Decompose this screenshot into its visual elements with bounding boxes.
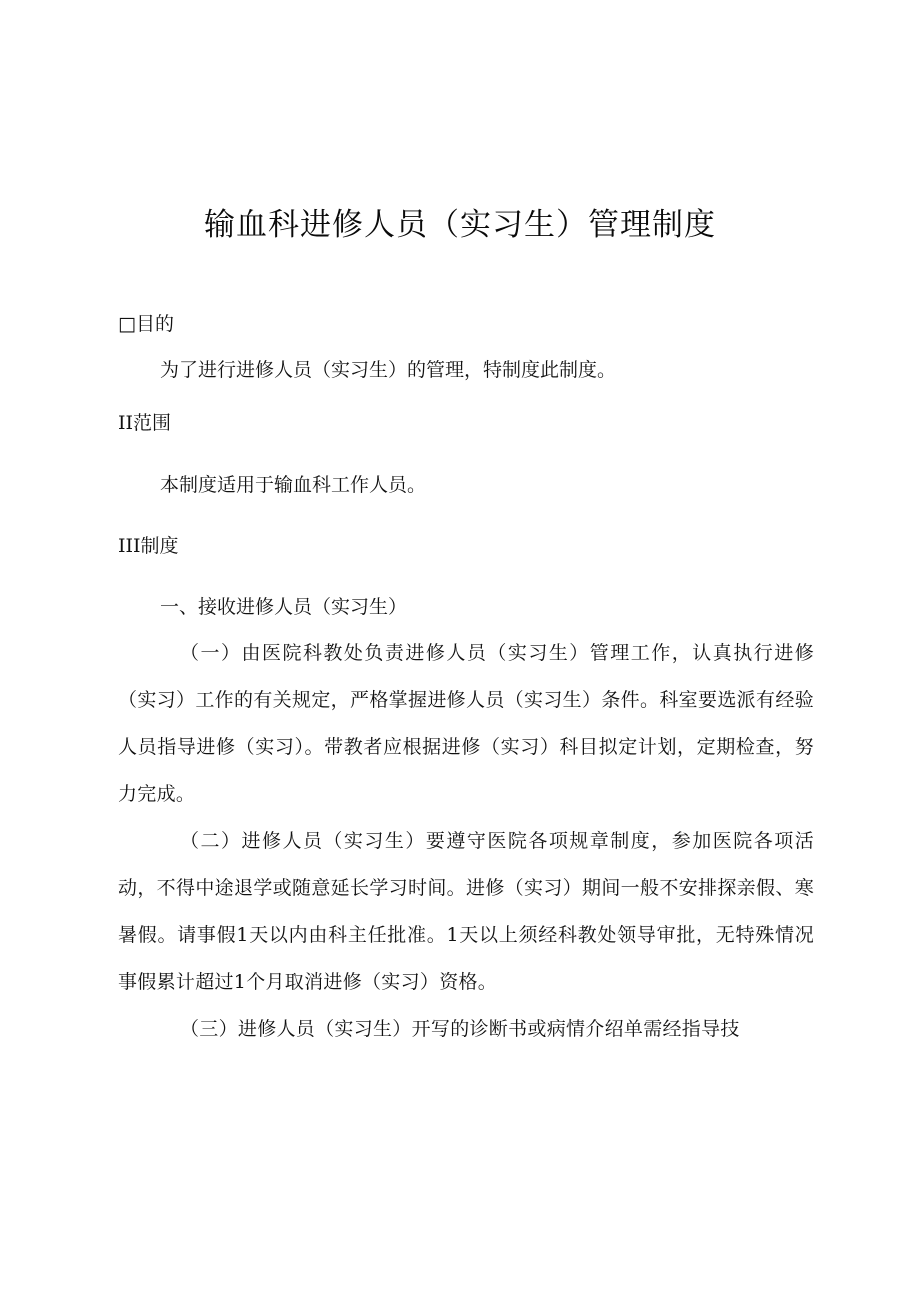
scope-text: 本制度适用于输血科工作人员。 bbox=[160, 474, 427, 496]
purpose-text: 为了进行进修人员（实习生）的管理，特制度此制度。 bbox=[160, 359, 617, 381]
document-title: 输血科进修人员（实习生）管理制度 bbox=[204, 207, 716, 243]
policy-item-2: （二）进修人员（实习生）要遵守医院各项规章制度，参加医院各项活动，不得中途退学或随意延长学习时间。进修（实习）期间一般不安排探亲假、寒暑假。请事假1天以内由科主任批准。1天以上须经科教处领导审批，无特殊情况事假累计超过1个月取消进修（实习）资格。 bbox=[118, 830, 814, 993]
section-heading-purpose: □目的 bbox=[118, 313, 174, 335]
policy-item-3: （三）进修人员（实习生）开写的诊断书或病情介绍单需经指导技 bbox=[180, 1018, 740, 1040]
policy-subheading: 一、接收进修人员（实习生） bbox=[160, 596, 408, 618]
policy-item-1: （一）由医院科教处负责进修人员（实习生）管理工作，认真执行进修（实习）工作的有关规定，严格掌握进修人员（实习生）条件。科室要选派有经验人员指导进修（实习）。带教者应根据进修（实习）科目拟定计划，定期检查，努力完成。 bbox=[118, 642, 814, 805]
section-heading-scope: II范围 bbox=[118, 412, 172, 434]
section-heading-policy: III制度 bbox=[118, 535, 179, 557]
